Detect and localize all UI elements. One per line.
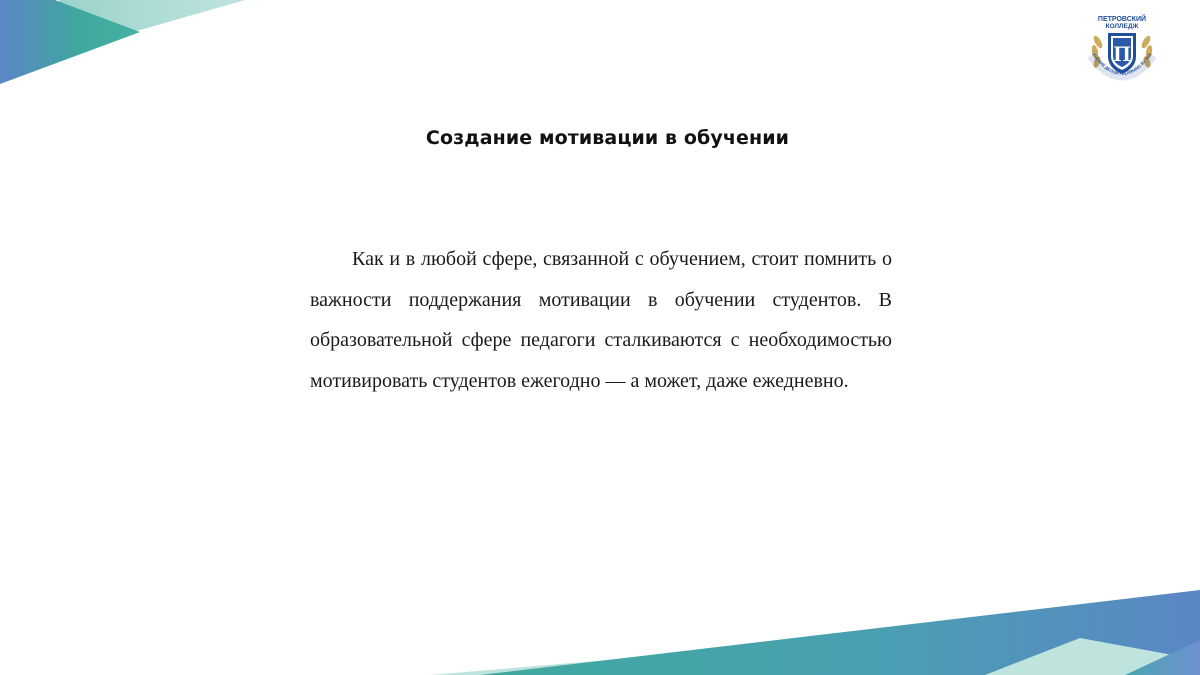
logo-line2: КОЛЛЕДЖ — [1105, 23, 1139, 30]
body-paragraph: Как и в любой сфере, связанной с обучением, стоит помнить о важности поддержания мотивации в обучении студентов. В образовательной сфере педагоги сталкиваются с необходимостью мотивировать студентов ежегодно — а может, даже ежедневно. — [310, 248, 892, 392]
svg-text:П: П — [1113, 41, 1131, 66]
college-emblem-icon — [1084, 12, 1160, 92]
logo-line1: ПЕТРОВСКИЙ — [1097, 16, 1147, 23]
logo-ribbon: УЧЕНИЕ ДЕЛОМ / LEARNING BY DOI — [1091, 52, 1153, 77]
slide-title: Создание мотивации в обучении — [425, 127, 790, 149]
